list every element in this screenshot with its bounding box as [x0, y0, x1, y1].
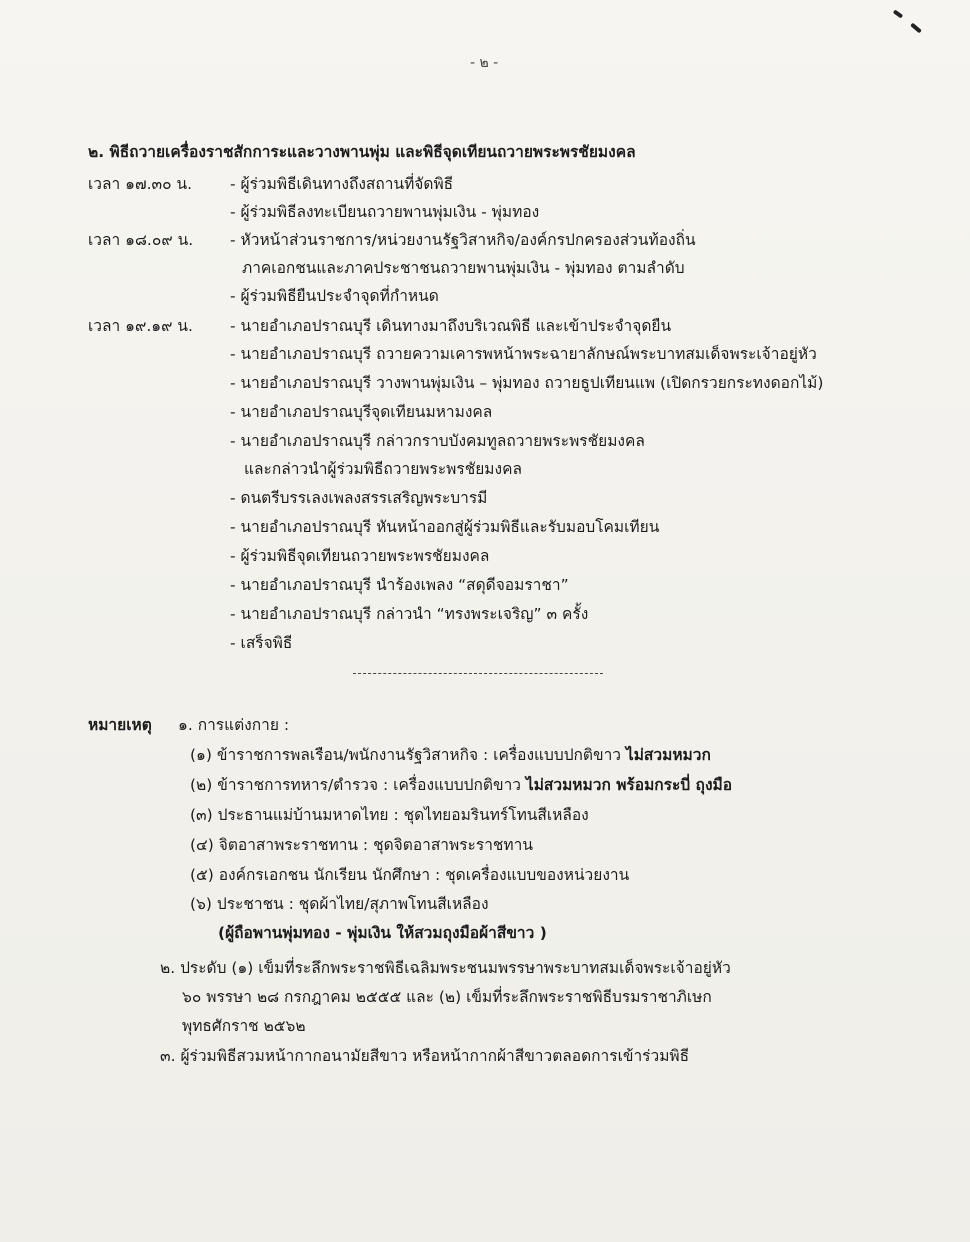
schedule-item-continued: ภาคเอกชนและภาคประชาชนถวายพานพุ่มเงิน - พุ่มทอง ตามลำดับ: [242, 259, 685, 277]
schedule-time: เวลา ๑๙.๑๙ น.: [88, 317, 193, 335]
schedule-item: - นายอำเภอปราณบุรีจุดเทียนมหามงคล: [230, 403, 493, 421]
dress-code-item: (๑) ข้าราชการพลเรือน/พนักงานรัฐวิสาหกิจ : เครื่องแบบปกติขาว ไม่สวมหมวก: [190, 746, 711, 764]
schedule-item: - นายอำเภอปราณบุรี หันหน้าออกสู่ผู้ร่วมพิธีและรับมอบโคมเทียน: [230, 518, 660, 536]
remarks-item-2: ๒. ประดับ (๑) เข็มที่ระลึกพระราชพิธีเฉลิมพระชนมพรรษาพระบาทสมเด็จพระเจ้าอยู่หัว: [160, 959, 731, 977]
schedule-item: - เสร็จพิธี: [230, 634, 293, 652]
schedule-item: - ดนตรีบรรเลงเพลงสรรเสริญพระบารมี: [230, 489, 488, 507]
schedule-item: - นายอำเภอปราณบุรี กล่าวกราบบังคมทูลถวายพระพรชัยมงคล: [230, 432, 645, 450]
page-number: - ๒ -: [470, 55, 499, 71]
dress-code-item: (๖) ประชาชน : ชุดผ้าไทย/สุภาพโทนสีเหลือง: [190, 895, 489, 913]
schedule-item: - นายอำเภอปราณบุรี วางพานพุ่มเงิน – พุ่มทอง ถวายธูปเทียนแพ (เปิดกรวยกระทงดอกไม้): [230, 374, 824, 392]
section-heading: ๒. พิธีถวายเครื่องราชสักการะและวางพานพุ่ม และพิธีจุดเทียนถวายพระพรชัยมงคล: [88, 143, 636, 161]
schedule-item-continued: และกล่าวนำผู้ร่วมพิธีถวายพระพรชัยมงคล: [244, 460, 522, 478]
schedule-time: เวลา ๑๗.๓๐ น.: [88, 175, 193, 193]
schedule-time: เวลา ๑๘.๐๙ น.: [88, 231, 194, 249]
dress-code-item: (๓) ประธานแม่บ้านมหาดไทย : ชุดไทยอมรินทร์โทนสีเหลือง: [190, 806, 589, 824]
remarks-item-2-continued: พุทธศักราช ๒๕๖๒: [182, 1017, 306, 1035]
remarks-item-3: ๓. ผู้ร่วมพิธีสวมหน้ากากอนามัยสีขาว หรือหน้ากากผ้าสีขาวตลอดการเข้าร่วมพิธี: [160, 1047, 690, 1065]
schedule-item: - ผู้ร่วมพิธีลงทะเบียนถวายพานพุ่มเงิน - พุ่มทอง: [230, 203, 540, 221]
remarks-item-2-continued: ๖๐ พรรษา ๒๘ กรกฎาคม ๒๕๕๕ และ (๒) เข็มที่ระลึกพระราชพิธีบรมราชาภิเษก: [182, 988, 712, 1006]
dress-code-item: (๔) จิตอาสาพระราชทาน : ชุดจิตอาสาพระราชทาน: [190, 836, 533, 854]
schedule-item: - ผู้ร่วมพิธีจุดเทียนถวายพระพรชัยมงคล: [230, 547, 490, 565]
dress-code-note: (ผู้ถือพานพุ่มทอง - พุ่มเงิน ให้สวมถุงมือผ้าสีขาว ): [218, 924, 547, 942]
schedule-item: - หัวหน้าส่วนราชการ/หน่วยงานรัฐวิสาหกิจ/องค์กรปกครองส่วนท้องถิ่น: [230, 231, 696, 249]
schedule-item: - นายอำเภอปราณบุรี เดินทางมาถึงบริเวณพิธี และเข้าประจำจุดยืน: [230, 317, 672, 335]
dress-code-item: (๒) ข้าราชการทหาร/ตำรวจ : เครื่องแบบปกติขาว ไม่สวมหมวก พร้อมกระบี่ ถุงมือ: [190, 776, 733, 794]
schedule-item: - ผู้ร่วมพิธียืนประจำจุดที่กำหนด: [230, 287, 439, 305]
schedule-item: - นายอำเภอปราณบุรี นำร้องเพลง “สดุดีจอมราชา”: [230, 576, 569, 594]
separator-line: [353, 673, 603, 674]
remarks-item-1: ๑. การแต่งกาย :: [178, 716, 290, 734]
schedule-item: - ผู้ร่วมพิธีเดินทางถึงสถานที่จัดพิธี: [230, 175, 454, 193]
dress-code-item: (๕) องค์กรเอกชน นักเรียน นักศึกษา : ชุดเครื่องแบบของหน่วยงาน: [190, 866, 630, 884]
remarks-label: หมายเหตุ: [88, 716, 152, 734]
schedule-item: - นายอำเภอปราณบุรี กล่าวนำ “ทรงพระเจริญ” ๓ ครั้ง: [230, 605, 589, 623]
schedule-item: - นายอำเภอปราณบุรี ถวายความเคารพหน้าพระฉายาลักษณ์พระบาทสมเด็จพระเจ้าอยู่หัว: [230, 345, 817, 363]
